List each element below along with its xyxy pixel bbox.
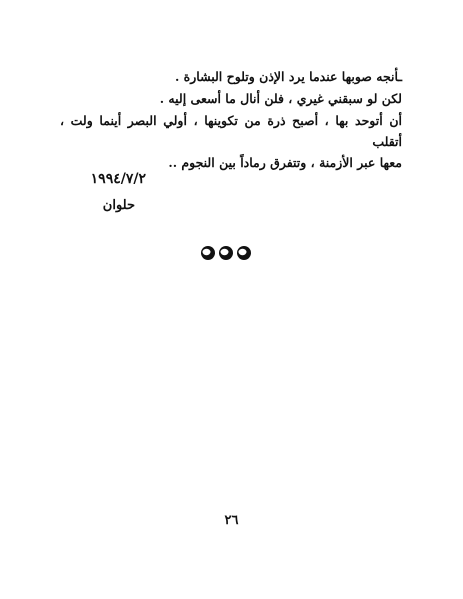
paragraph-3-line-1: أن أتوحد بها ، أصبح ذرة من تكوينها ، أولي البصر أينما ولت ، أتقلب <box>60 113 402 149</box>
paragraph-3 <box>60 110 402 173</box>
ornament-circle <box>201 246 215 260</box>
paragraph-1 <box>60 66 402 87</box>
page-number: ٢٦ <box>224 513 239 528</box>
ornament-circle <box>237 246 251 260</box>
place-name: حلوان <box>102 198 135 213</box>
paragraph-2-line-1: لكن لو سبقني غيري ، فلن أنال ما أسعى إليه . <box>159 91 402 106</box>
triple-circle-ornament-icon <box>200 245 252 261</box>
paragraph-2 <box>60 88 402 109</box>
paragraph-1-line-1: ـأنجه صوبها عندما يرد الإذن وتلوح البشارة . <box>174 69 402 84</box>
ornament-circle <box>219 246 233 260</box>
date-stamp: ١٩٩٤/٧/٢ <box>90 171 146 187</box>
paragraph-3-line-2: معها عبر الأزمنة ، وتتفرق رماداً بين النجوم .. <box>168 155 402 170</box>
